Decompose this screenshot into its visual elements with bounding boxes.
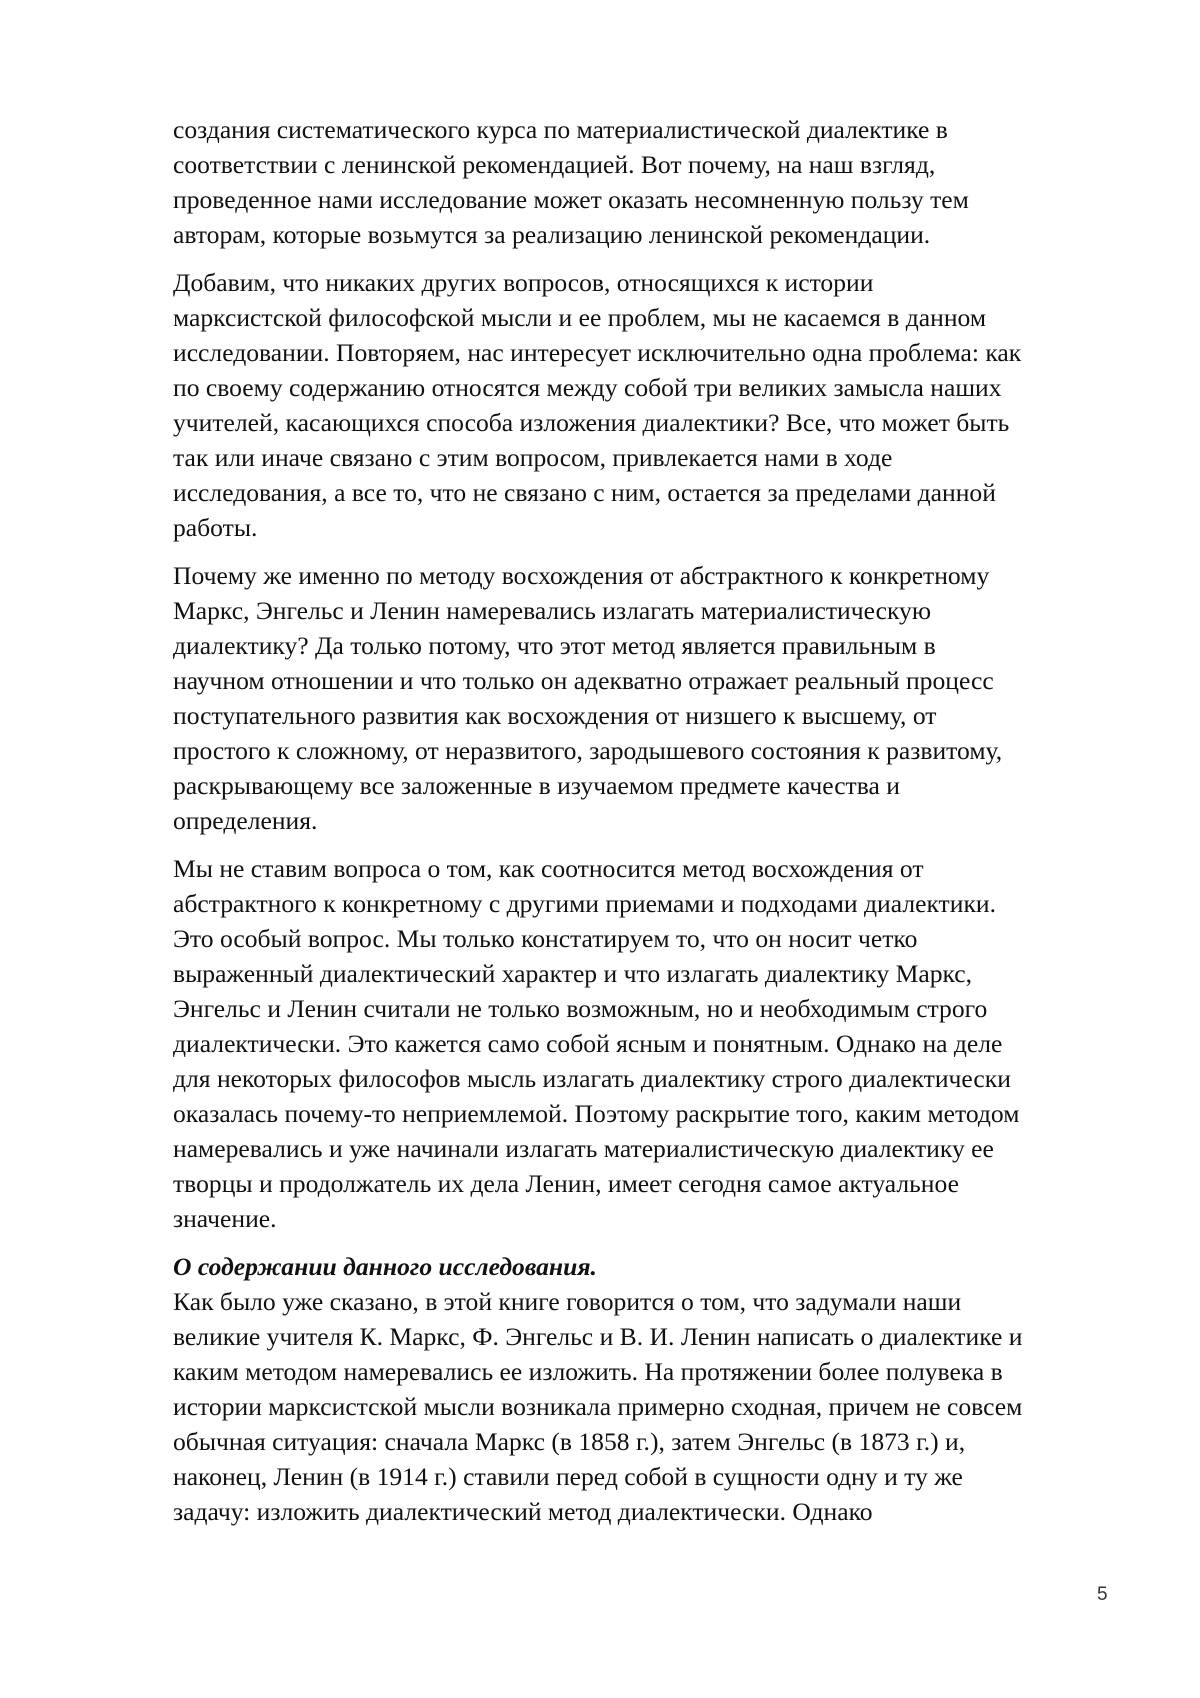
text-line: создания систематического курса по материалистической диалектике в [173, 115, 948, 144]
text-line: творцы и продолжатель их дела Ленин, имеет сегодня самое актуальное [173, 1169, 959, 1198]
text-line: абстрактного к конкретному с другими приемами и подходами диалектики. [173, 889, 996, 918]
text-line: простого к сложному, от неразвитого, зародышевого состояния к развитому, [173, 736, 1003, 765]
paragraph-2 [173, 265, 1133, 545]
text-line: великие учителя К. Маркс, Ф. Энгельс и В. И. Ленин написать о диалектике и [173, 1322, 1023, 1351]
text-line: раскрывающему все заложенные в изучаемом предмете качества и [173, 771, 900, 800]
text-line: выраженный диалектический характер и что излагать диалектику Маркс, [173, 959, 973, 988]
text-line: оказалась почему-то неприемлемой. Поэтому раскрытие того, каким методом [173, 1099, 1020, 1128]
text-line: диалектику? Да только потому, что этот метод является правильным в [173, 631, 936, 660]
text-line: Мы не ставим вопроса о том, как соотносится метод восхождения от [173, 854, 924, 883]
text-line: авторам, которые возьмутся за реализацию ленинской рекомендации. [173, 220, 931, 249]
text-line: определения. [173, 806, 318, 835]
text-line: исследования, а все то, что не связано с ним, остается за пределами данной [173, 478, 996, 507]
text-line: значение. [173, 1204, 277, 1233]
text-line: Почему же именно по методу восхождения от абстрактного к конкретному [173, 561, 990, 590]
text-line: Это особый вопрос. Мы только констатируем то, что он носит четко [173, 924, 918, 953]
text-line: Добавим, что никаких других вопросов, относящихся к истории [173, 268, 874, 297]
paragraph-4 [173, 851, 1133, 1236]
text-line: так или иначе связано с этим вопросом, привлекается нами в ходе [173, 443, 893, 472]
text-line: поступательного развития как восхождения от низшего к высшему, от [173, 701, 937, 730]
text-line: для некоторых философов мысль излагать диалектику строго диалектически [173, 1064, 1011, 1093]
text-line: Энгельс и Ленин считали не только возможным, но и необходимым строго [173, 994, 988, 1023]
text-line: намеревались и уже начинали излагать материалистическую диалектику ее [173, 1134, 994, 1163]
section-heading: О содержании данного исследования. [173, 1252, 597, 1281]
text-line: соответствии с ленинской рекомендацией. Вот почему, на наш взгляд, [173, 150, 936, 179]
text-line: Маркс, Энгельс и Ленин намеревались излагать материалистическую [173, 596, 931, 625]
paragraph-3 [173, 558, 1133, 838]
text-line: задачу: изложить диалектический метод диалектически. Однако [173, 1497, 873, 1526]
text-line: марксистской философской мысли и ее проблем, мы не касаемся в данном [173, 303, 987, 332]
text-line: обычная ситуация: сначала Маркс (в 1858 г.), затем Энгельс (в 1873 г.) и, [173, 1427, 966, 1456]
text-line: диалектически. Это кажется само собой ясным и понятным. Однако на деле [173, 1029, 1003, 1058]
text-line: научном отношении и что только он адекватно отражает реальный процесс [173, 666, 994, 695]
text-line: работы. [173, 513, 258, 542]
text-line: учителей, касающихся способа изложения диалектики? Все, что может быть [173, 408, 1010, 437]
text-line: проведенное нами исследование может оказать несомненную пользу тем [173, 185, 969, 214]
text-line: истории марксистской мысли возникала примерно сходная, причем не совсем [173, 1392, 1023, 1421]
text-line: наконец, Ленин (в 1914 г.) ставили перед собой в сущности одну и ту же [173, 1462, 963, 1491]
text-line: по своему содержанию относятся между собой три великих замысла наших [173, 373, 1002, 402]
text-line: исследовании. Повторяем, нас интересует исключительно одна проблема: как [173, 338, 1022, 367]
body-text [173, 112, 1133, 1542]
paragraph-1 [173, 112, 1133, 252]
text-line: Как было уже сказано, в этой книге говорится о том, что задумали наши [173, 1287, 962, 1316]
paragraph-5 [173, 1284, 1133, 1529]
text-line: каким методом намеревались ее изложить. На протяжении более полувека в [173, 1357, 1003, 1386]
page-number: 5 [1097, 1584, 1108, 1605]
